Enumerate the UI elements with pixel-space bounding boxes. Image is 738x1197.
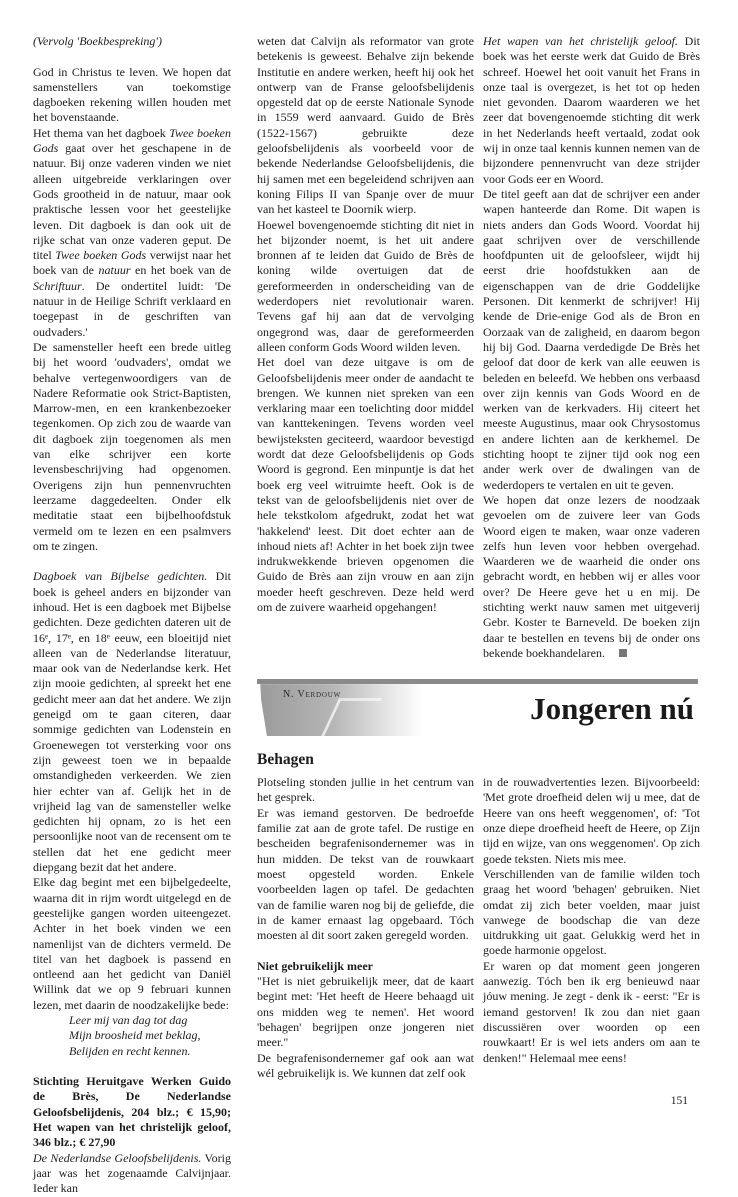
column-1 — [33, 34, 231, 1197]
paragraph: Elke dag begint met een bijbelgedeelte, waarna dit in rijm wordt uitgelegd en de geestelijke gangen worden uiteengezet. Achter in het boek vinden we een namenlijst van de dichters vermeld. De titel van het dagboek is passend en ontleend aan het gedicht van Daniël Willink dat we op 9 februari kunnen lezen, met daarin de noodzakelijke bede: — [33, 875, 231, 1012]
paragraph: Er was iemand gestorven. De bedroefde familie zat aan de grote tafel. De rustige en bescheiden begrafenisondernemer was in hun midden. De tekst van de rouwkaart moest opgesteld worden. Enkele voorbeelden lagen op tafel. De gedachten van de familie waren nog bij de geliefde, die in de kamer ernaast lag opgebaard. Tóch moesten al dit soort zaken geregeld worden. — [257, 805, 474, 943]
paragraph: in de rouwadvertenties lezen. Bijvoorbeeld: 'Met grote droefheid delen wij u mee, dat de Heere van ons heeft weggenomen', of: 'Tot onze diepe droefheid heeft de Heere, op Zijn tijd en wijze, van ons weggenomen'. Op zich goede teksten. Niets mis mee. — [483, 775, 700, 866]
paragraph: Het doel van deze uitgave is om de Geloofsbelijdenis meer onder de aandacht te brengen. We kunnen niet spreken van een verklaring maar een toelichting door middel van kanttekeningen. Tevens worden veel bewijsteksten geciteerd, waardoor bevestigd wordt dat deze Geloofsbelijdenis op Gods Woord is gegrond. Een minpuntje is dat het boek erg veel witruimte heeft. Ook is de tekst van de geloofsbelijdenis niet over de hele tekstkolom afgedrukt, zodat het wat 'hakkelend' leest. Dit doet echter aan de inhoud niets af! Achter in het boek zijn twee indrukwekkende brieven opgenomen die Guido de Brès aan zijn vrouw en aan zijn moeder heeft geschreven. Deze held werd om de zuivere waarheid opgehangen! — [257, 355, 474, 614]
article-column-1 — [257, 775, 474, 1081]
poem-line: Leer mij van dag tot dag — [69, 1013, 188, 1027]
book-heading: Stichting Heruitgave Werken Guido de Brès, De Nederlandse Geloofsbelijdenis, 204 blz.; € 15,90; Het wapen van het christelijk geloof, 346 blz.; € 27,90 — [33, 1074, 231, 1150]
text: Dit boek is geheel anders en bijzonder van inhoud. Het is een dagboek met Bijbelse gedichten. Deze gedichten dateren uit de 16ᵉ, 17ᵉ, en 18ᵉ eeuw, een bloeitijd niet alleen van de Nederlandse literatuur, maar ook van de Nederlandse kerk. Het zijn mooie gedichten, al spreekt het ene gedicht meer aan dat het andere. We zijn geneigd om te gaan citeren, daar sommige gedichten van Lodenstein en Groenewegen tot versterking voor ons zijn geweest toen we in bepaalde omstandigheden verkeerden. We zien hier echter van af. Gelijk het in de vrijheid lag van de samensteller welke gedichten hij opnam, zo is het een persoonlijke noot van de recensent om te stellen dat het ene gedicht meer diepgang bezit dat het andere. — [33, 569, 231, 875]
end-mark-icon — [619, 649, 627, 657]
book-title: Dagboek van Bijbelse gedichten. — [33, 569, 208, 584]
road-image — [319, 698, 382, 741]
paragraph: "Het is niet gebruikelijk meer, dat de kaart begint met: 'Het heeft de Heere behaagd uit ons midden weg te nemen'. Het woord 'behagen' begrijpen onze jongeren niet meer." — [257, 974, 474, 1050]
paragraph: De titel geeft aan dat de schrijver een ander wapen hanteerde dan Rome. Dit wapen is niets anders dan Gods Woord. Voordat hij gaat schrijven over de verschillende hoofdpunten uit de geloofsleer, wijdt hij eerst drie hoofdstukken aan de eigenschappen van de drie Goddelijke Personen. Dit kenmerkt de schrijver! Hij kende de Drie-enige God als de Bron en Oorzaak van de zaligheid, en daarom begon hij bij God. Daarna verdedigde De Brès het geloof dat door de kerk van alle eeuwen is beleden en beleefd. We hebben ons verbaasd over zijn kennis van Gods Woord en de werken van de kerkvaders. Hij citeert het meeste Augustinus, maar ook Chrysostomus en andere lichten aan de kerkhemel. De stichting hoopt te zijner tijd ook nog een ander werk over de dwalingen van de wederdopers te vertalen en uit te geven. — [483, 186, 700, 492]
right-area — [257, 34, 700, 1107]
column-3 — [483, 34, 700, 661]
text: Dit boek was het eerste werk dat Guido de Brès schreef. Hoewel het ooit vanuit het Frans in onze taal is overgezet, is het tot op heden niet gevonden. Daarom waarderen we het zeer dat bovengenoemde stichting dit werk in het Nederlands heeft vertaald, zodat ook wij in onze taal kennis kunnen nemen van de bijzondere pennenvrucht van deze strijder voor Gods eer en Woord. — [483, 34, 700, 186]
section-banner — [257, 679, 698, 739]
poem — [33, 1013, 231, 1059]
section-title: Jongeren nú — [530, 691, 694, 727]
subheading: Niet gebruikelijk meer — [257, 958, 373, 973]
paragraph — [33, 126, 231, 340]
paragraph: Verschillenden van de familie wilden toch graag het woord 'behagen' gebruiken. Niet omdat zij zich beter voelden, maar juist vanwege de boodschap die van deze uitdrukking uit gaat. Gelukkig werd het in goede harmonie opgelost. — [483, 866, 700, 958]
text: verwijst naar het boek van de — [33, 248, 231, 278]
text: Vorig jaar was het zogenaamde Calvijnjaar. Ieder kan — [33, 1150, 231, 1196]
paragraph: weten dat Calvijn als reformator van grote betekenis is geweest. Behalve zijn bekende Institutie en andere werken, heeft hij ook het ontwerp van de Franse geloofsbelijdenis opgesteld dat op de eerste Nationale Synode in 1559 werd aanvaard. Guido de Brès (1522-1567) gebruikte deze geloofsbelijdenis als voorbeeld voor de bekende Nederlandse Geloofsbelijdenis, die hij samen met een begeleidend schrijven aan koning Filips II van Spanje over de muur van het kasteel te Doornik wierp. — [257, 34, 474, 217]
paragraph — [483, 34, 700, 187]
text: We hopen dat onze lezers de noodzaak gevoelen om de zuivere leer van Gods Woord eigen te maken, waar onze vaderen zelfs hun leven voor hebben overgehad. Waarderen we de waarheid die onder ons gebracht wordt, en hebben wij er alles voor over? De Heere geve het u en mij. De stichting werkt nauw samen met uitgeverij Gebr. Koster te Barneveld. De boeken zijn daar te bestellen en tevens bij de onder ons bekende boekhandelaren. — [483, 492, 700, 660]
page-number: 151 — [670, 1095, 688, 1108]
text: en het boek van de — [130, 263, 231, 278]
poem-line: Mijn broosheid met beklag, — [69, 1028, 201, 1043]
article-heading: Behagen — [257, 751, 314, 769]
emphasis: natuur — [98, 263, 131, 278]
article-columns — [257, 775, 700, 1081]
continued-note: (Vervolg 'Boekbespreking') — [33, 34, 162, 48]
author-name: N. Verdouw — [283, 689, 341, 701]
paragraph: Hoewel bovengenoemde stichting dit niet in het bijzonder noemt, is het uit andere bronnen af te leiden dat Guido de Brès de koning wilde overtuigen dat de gereformeerden in onderscheiding van de wederdopers niet revolutionair waren. Tevens gaf hij aan dat de vervolging ongegrond was, daar de gereformeerden alleen conform Gods Woord wilden leven. — [257, 217, 474, 354]
text: . De ondertitel luidt: 'De natuur in de Heilige Schrift verklaard en toegepast in de geschriften van oudvaders.' — [33, 278, 231, 339]
paragraph: De samensteller heeft een brede uitleg bij het woord 'oudvaders', omdat we behalve vertegenwoordigers van de Nadere Reformatie ook Strict-Baptisten, Marrow-men, en een krankenbezoeker tegenkomen. Op zich zou de waarde van dit dagboek zijn toegenomen als men van elke schrijver een korte levensbeschrijving had opgenomen. Overigens zijn hun pennenvruchten leerzame daggedeelten. Onder elk meditatie staat een bijbelhoofdstuk vermeld om te lezen en een psalmvers om te zingen. — [33, 339, 231, 553]
column-2 — [257, 34, 474, 615]
book-title: De Nederlandse Geloofsbelijdenis. — [33, 1150, 202, 1165]
text: gaat over het geschapene in de natuur. Bij onze vaderen vinden we niet alleen uitgebreide verklaringen over Gods grootheid in de natuur, maar ook praktische lessen voor het geestelijke leven. Dit dagboek is dan ook uit de rijke schat van onze vaderen geput. De titel — [33, 141, 231, 263]
banner-rule — [257, 679, 698, 684]
paragraph — [33, 569, 231, 875]
paragraph: De begrafenisondernemer gaf ook aan wat wél gebruikelijk is. We kunnen dat zelf ook — [257, 1050, 474, 1080]
book-title: Twee boeken Gods — [55, 248, 147, 263]
poem-line: Belijden en recht kennen. — [69, 1043, 191, 1058]
emphasis: Schriftuur — [33, 278, 82, 293]
paragraph — [483, 493, 700, 661]
article-column-2 — [483, 775, 700, 1066]
paragraph: Plotseling stonden jullie in het centrum van het gesprek. — [257, 775, 474, 805]
review-columns — [257, 34, 700, 661]
paragraph: God in Christus te leven. We hopen dat samenstellers van toekomstige dagboeken rekening willen houden met het bovenstaande. — [33, 64, 231, 125]
book-title: Twee boeken Gods — [33, 125, 231, 156]
paragraph: Er waren op dat moment geen jongeren aanwezig. Tóch ben ik erg benieuwd naar jóuw mening. Je zegt - denk ik - eerst: "Er is iemand gestorven! Ik zou dan niet gaan discussiëren over woorden op een rouwkaart! Er is wel iets anders om aan te denken!" Helemaal mee eens! — [483, 958, 700, 1065]
text: Het thema van het dagboek — [33, 125, 170, 140]
paragraph — [33, 1151, 231, 1197]
book-title: Het wapen van het christelijk geloof. — [483, 34, 678, 48]
